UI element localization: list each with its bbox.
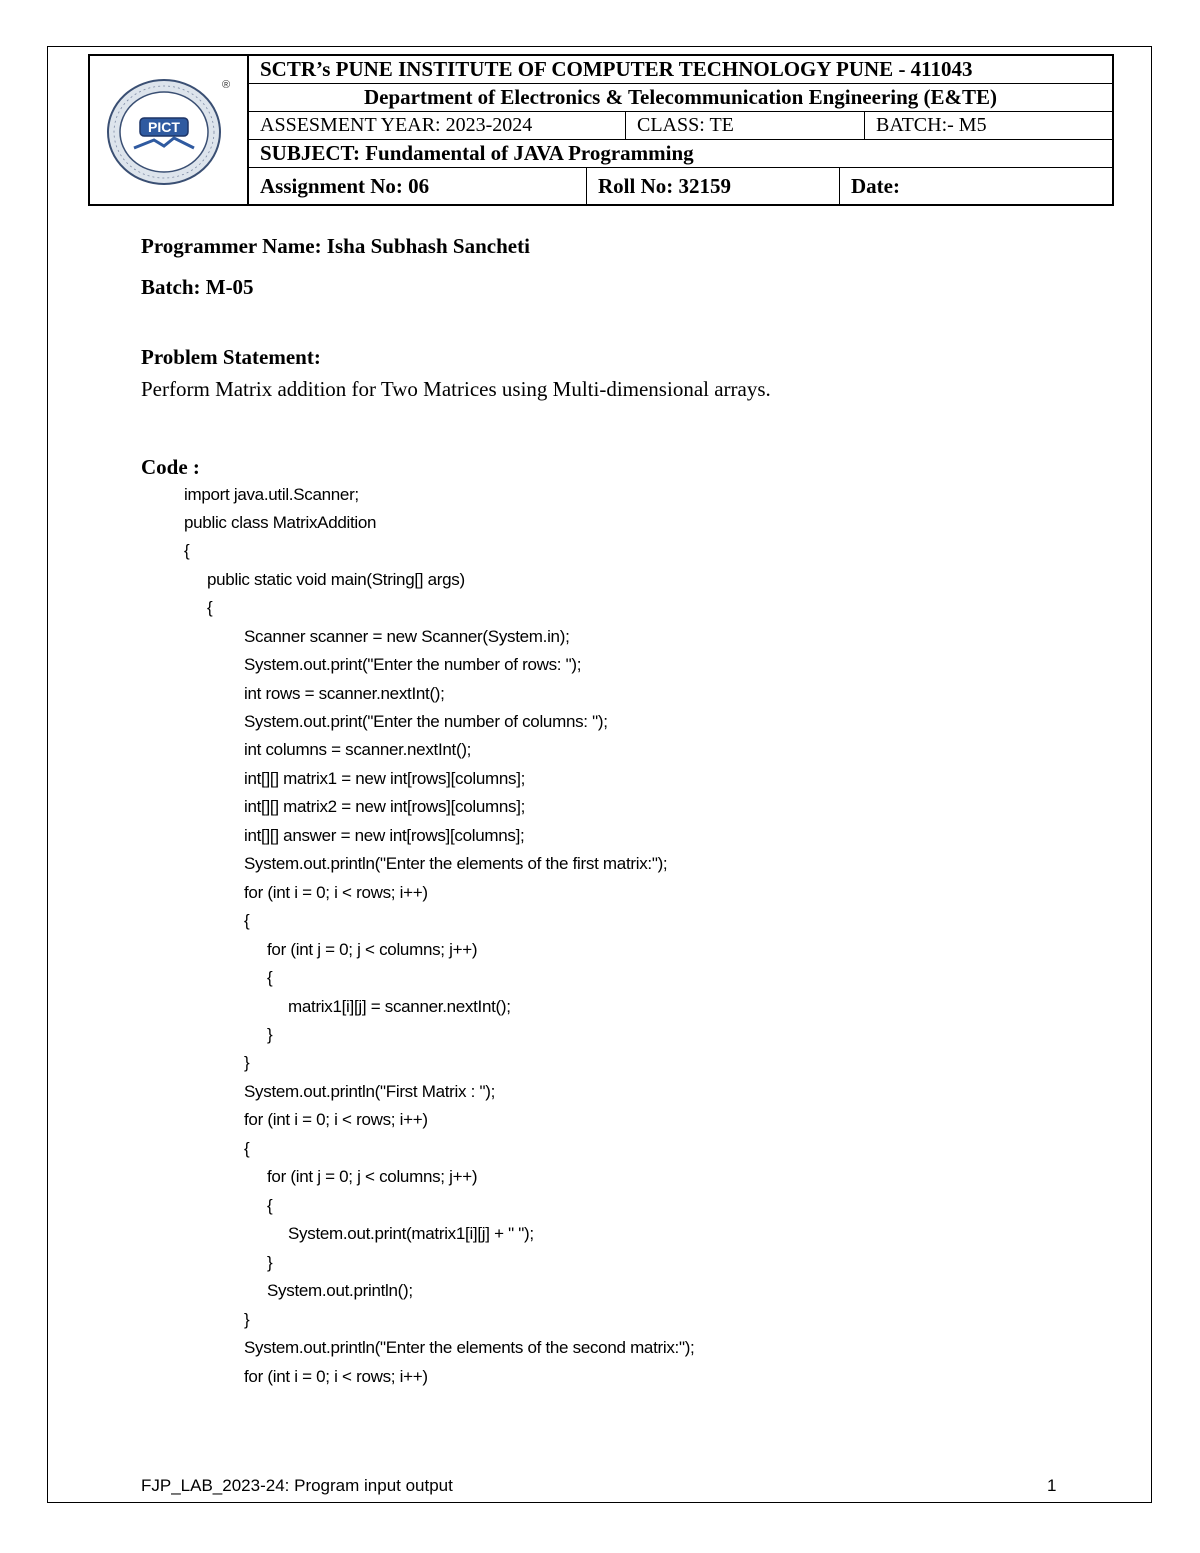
footer-label: FJP_LAB_2023-24: Program input output — [141, 1476, 453, 1495]
assignment-row — [249, 168, 1112, 204]
logo-text: PICT — [148, 119, 180, 135]
code-line: System.out.println("Enter the elements of the first matrix:"); — [244, 854, 668, 873]
subject-cell: SUBJECT: Fundamental of JAVA Programming — [260, 141, 694, 165]
code-line: { — [244, 911, 250, 930]
class-cell: CLASS: TE — [625, 112, 864, 139]
code-line: for (int i = 0; i < rows; i++) — [244, 1110, 428, 1129]
batch-line: Batch: M-05 — [141, 275, 254, 299]
code-line: { — [184, 541, 190, 560]
code-line: { — [244, 1139, 250, 1158]
code-line: public class MatrixAddition — [184, 513, 377, 532]
logo-cell — [90, 56, 249, 204]
assessment-year: ASSESMENT YEAR: 2023-2024 — [260, 114, 533, 136]
assignment-no: Assignment No: 06 — [260, 173, 430, 198]
code-line: System.out.print("Enter the number of rows: "); — [244, 655, 582, 674]
page-border — [47, 46, 1152, 1503]
code-line: } — [267, 1025, 273, 1044]
institute-row — [249, 56, 1112, 84]
code-line: Scanner scanner = new Scanner(System.in); — [244, 627, 570, 646]
code-line: { — [267, 968, 273, 987]
code-heading: Code : — [141, 455, 200, 479]
code-line: import java.util.Scanner; — [184, 485, 359, 504]
registered-mark: ® — [221, 79, 231, 91]
code-line: { — [267, 1196, 273, 1215]
code-line: System.out.println("First Matrix : "); — [244, 1082, 495, 1101]
institute-name: SCTR’s PUNE INSTITUTE OF COMPUTER TECHNOLOGY PUNE - 411043 — [260, 57, 973, 81]
code-line: System.out.println(); — [267, 1281, 413, 1300]
code-line: for (int i = 0; i < rows; i++) — [244, 1367, 428, 1386]
code-line: for (int i = 0; i < rows; i++) — [244, 883, 428, 902]
header-table — [88, 54, 1114, 206]
code-line: System.out.print("Enter the number of columns: "); — [244, 712, 608, 731]
roll-no: Roll No: 32159 — [586, 168, 839, 204]
code-line: for (int j = 0; j < columns; j++) — [267, 940, 478, 959]
code-line: public static void main(String[] args) — [207, 570, 465, 589]
code-line: } — [267, 1253, 273, 1272]
code-line: } — [244, 1053, 250, 1072]
programmer-name: Programmer Name: Isha Subhash Sancheti — [141, 234, 530, 258]
pict-logo — [104, 74, 234, 186]
problem-text: Perform Matrix addition for Two Matrices using Multi-dimensional arrays. — [141, 377, 771, 401]
code-line: int[][] answer = new int[rows][columns]; — [244, 826, 525, 845]
code-line: System.out.println("Enter the elements of the second matrix:"); — [244, 1338, 695, 1357]
code-line: int[][] matrix2 = new int[rows][columns]; — [244, 797, 526, 816]
code-line: } — [244, 1310, 250, 1329]
page-number: 1 — [1047, 1476, 1057, 1495]
code-line: { — [207, 598, 213, 617]
date-cell: Date: — [839, 168, 1112, 204]
year-class-batch-row — [249, 112, 1112, 140]
department-name: Department of Electronics & Telecommunication Engineering (E&TE) — [363, 85, 998, 109]
code-line: System.out.print(matrix1[i][j] + " "); — [288, 1224, 534, 1243]
code-line: int[][] matrix1 = new int[rows][columns]; — [244, 769, 526, 788]
code-line: int rows = scanner.nextInt(); — [244, 684, 445, 703]
department-row — [249, 84, 1112, 112]
code-line: int columns = scanner.nextInt(); — [244, 740, 472, 759]
batch-cell: BATCH:- M5 — [864, 112, 1112, 139]
code-line: matrix1[i][j] = scanner.nextInt(); — [288, 997, 511, 1016]
subject-row — [249, 140, 1112, 168]
problem-heading: Problem Statement: — [141, 345, 321, 369]
code-line: for (int j = 0; j < columns; j++) — [267, 1167, 478, 1186]
